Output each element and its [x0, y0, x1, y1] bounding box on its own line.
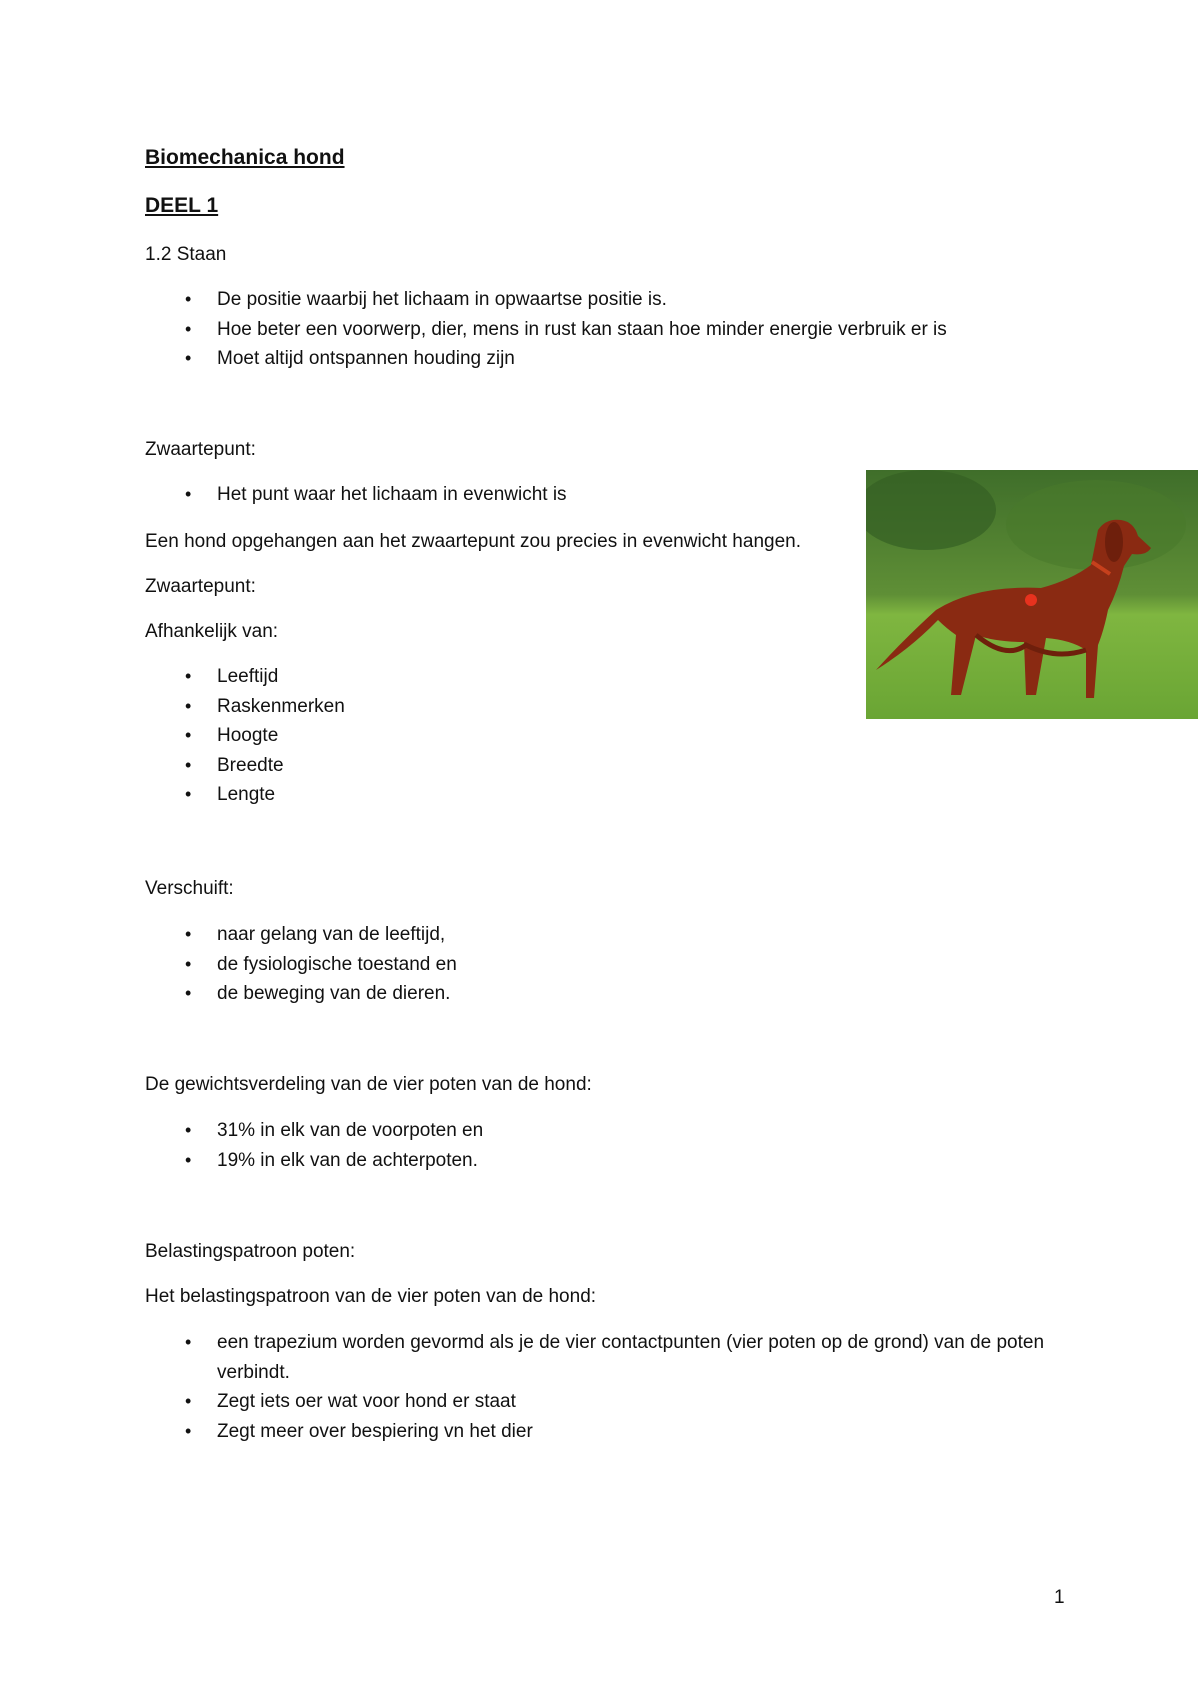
list-item: • 31% in elk van de voorpoten en — [145, 1116, 483, 1146]
list-item: • 19% in elk van de achterpoten. — [145, 1146, 483, 1176]
belasting-heading: Belastingspatroon poten: — [145, 1241, 356, 1262]
center-of-gravity-marker — [1025, 594, 1037, 606]
zwaartepunt-heading: Zwaartepunt: — [145, 439, 256, 460]
bullet-icon: • — [185, 1391, 192, 1411]
bullet-icon: • — [185, 1332, 192, 1352]
list-item: • Leeftijd — [145, 662, 345, 692]
section-heading: 1.2 Staan — [145, 244, 227, 265]
bullet-icon: • — [185, 1120, 192, 1140]
verschuift-heading: Verschuift: — [145, 878, 234, 899]
bullet-icon: • — [185, 484, 192, 504]
verschuift-list — [145, 920, 457, 1009]
list-item: • de fysiologische toestand en — [145, 950, 457, 980]
list-item: • Raskenmerken — [145, 692, 345, 722]
list-item: • De positie waarbij het lichaam in opwaartse positie is. — [145, 285, 947, 315]
list-item: • Het punt waar het lichaam in evenwicht is — [145, 480, 567, 510]
bullet-icon: • — [185, 1420, 192, 1441]
zwaartepunt-heading-2: Zwaartepunt: — [145, 576, 256, 597]
part-heading: DEEL 1 — [145, 194, 219, 217]
gewicht-list — [145, 1116, 483, 1175]
bullet-icon: • — [185, 695, 192, 716]
afhankelijk-heading: Afhankelijk van: — [145, 621, 279, 642]
list-item: • Zegt iets oer wat voor hond er staat — [145, 1387, 1117, 1417]
staan-list — [145, 285, 947, 374]
list-item: • de beweging van de dieren. — [145, 979, 457, 1009]
list-item: • naar gelang van de leeftijd, — [145, 920, 457, 950]
list-item: • een trapezium worden gevormd als je de vier contactpunten (vier poten op de grond) van de poten verbindt. — [145, 1328, 1117, 1387]
bullet-icon: • — [185, 348, 192, 368]
bullet-icon: • — [185, 725, 192, 745]
bullet-icon: • — [185, 1149, 192, 1170]
gewicht-heading: De gewichtsverdeling van de vier poten van de hond: — [145, 1074, 592, 1095]
bullet-icon: • — [185, 983, 192, 1003]
list-item: • Hoe beter een voorwerp, dier, mens in rust kan staan hoe minder energie verbruik er is — [145, 315, 947, 345]
dog-ear — [1105, 522, 1123, 562]
dog-illustration — [866, 470, 1198, 719]
bullet-icon: • — [185, 289, 192, 309]
list-item: • Lengte — [145, 780, 345, 810]
page-number: 1 — [1054, 1587, 1065, 1608]
bullet-icon: • — [185, 784, 192, 804]
bullet-icon: • — [185, 754, 192, 775]
zwaartepunt-list — [145, 480, 567, 510]
list-item: • Hoogte — [145, 721, 345, 751]
document-title: Biomechanica hond — [145, 146, 345, 169]
list-item: • Moet altijd ontspannen houding zijn — [145, 344, 947, 374]
bullet-icon: • — [185, 924, 192, 944]
list-item: • Zegt meer over bespiering vn het dier — [145, 1417, 1117, 1447]
bullet-icon: • — [185, 953, 192, 974]
list-item: • Breedte — [145, 751, 345, 781]
afhankelijk-list — [145, 662, 345, 810]
belasting-paragraph: Het belastingspatroon van de vier poten van de hond: — [145, 1286, 597, 1307]
bullet-icon: • — [185, 666, 192, 686]
evenwicht-paragraph: Een hond opgehangen aan het zwaartepunt zou precies in evenwicht hangen. — [145, 531, 801, 552]
belasting-list — [145, 1328, 1117, 1446]
dog-photo — [866, 470, 1198, 719]
bullet-icon: • — [185, 318, 192, 339]
